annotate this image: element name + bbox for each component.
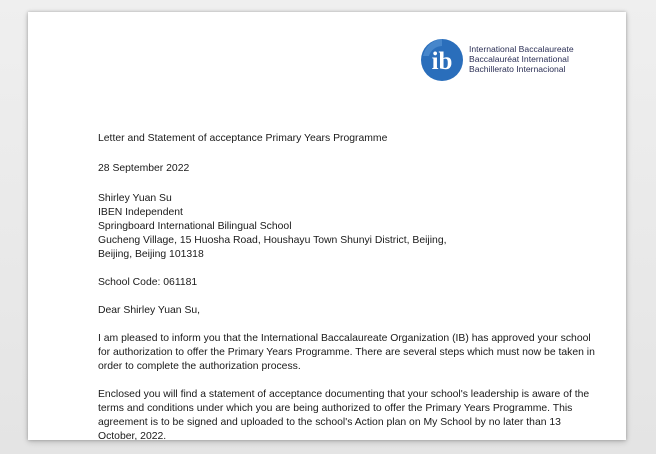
recipient-title: IBEN Independent <box>98 207 183 218</box>
paragraph-approval: I am pleased to inform you that the International Baccalaureate Organization (IB) has approved your school for authorization to offer the Primary Years Programme. There are several steps which must now be taken in order to complete the authorization process. <box>98 333 595 372</box>
paragraph-statement: Enclosed you will find a statement of acceptance documenting that your school's leadership is aware of the terms and conditions under which you are being authorized to offer the Primary Years Programme. This agreement is to be signed and uploaded to the school's Action plan on My School by no later than 13 October, 2022. <box>98 389 590 440</box>
letter-heading: Letter and Statement of acceptance Primary Years Programme <box>98 133 388 144</box>
recipient-name: Shirley Yuan Su <box>98 193 172 204</box>
school-code: School Code: 061181 <box>98 277 198 288</box>
recipient-school: Springboard International Bilingual School <box>98 221 292 232</box>
letter-page <box>28 12 626 440</box>
ib-logo-icon <box>420 38 464 82</box>
ib-mark-text: ib <box>431 48 453 75</box>
letter-date: 28 September 2022 <box>98 163 190 174</box>
logo-line-french: Baccalauréat International <box>469 54 569 65</box>
recipient-address-line2: Beijing, Beijing 101318 <box>98 249 204 260</box>
logo-line-spanish: Bachillerato Internacional <box>469 64 566 75</box>
ib-logo <box>420 38 595 82</box>
ib-logo-text <box>469 44 574 75</box>
salutation: Dear Shirley Yuan Su, <box>98 305 201 316</box>
logo-line-english: International Baccalaureate <box>469 44 574 54</box>
recipient-address-line1: Gucheng Village, 15 Huosha Road, Houshayu Town Shunyi District, Beijing, <box>98 235 447 246</box>
